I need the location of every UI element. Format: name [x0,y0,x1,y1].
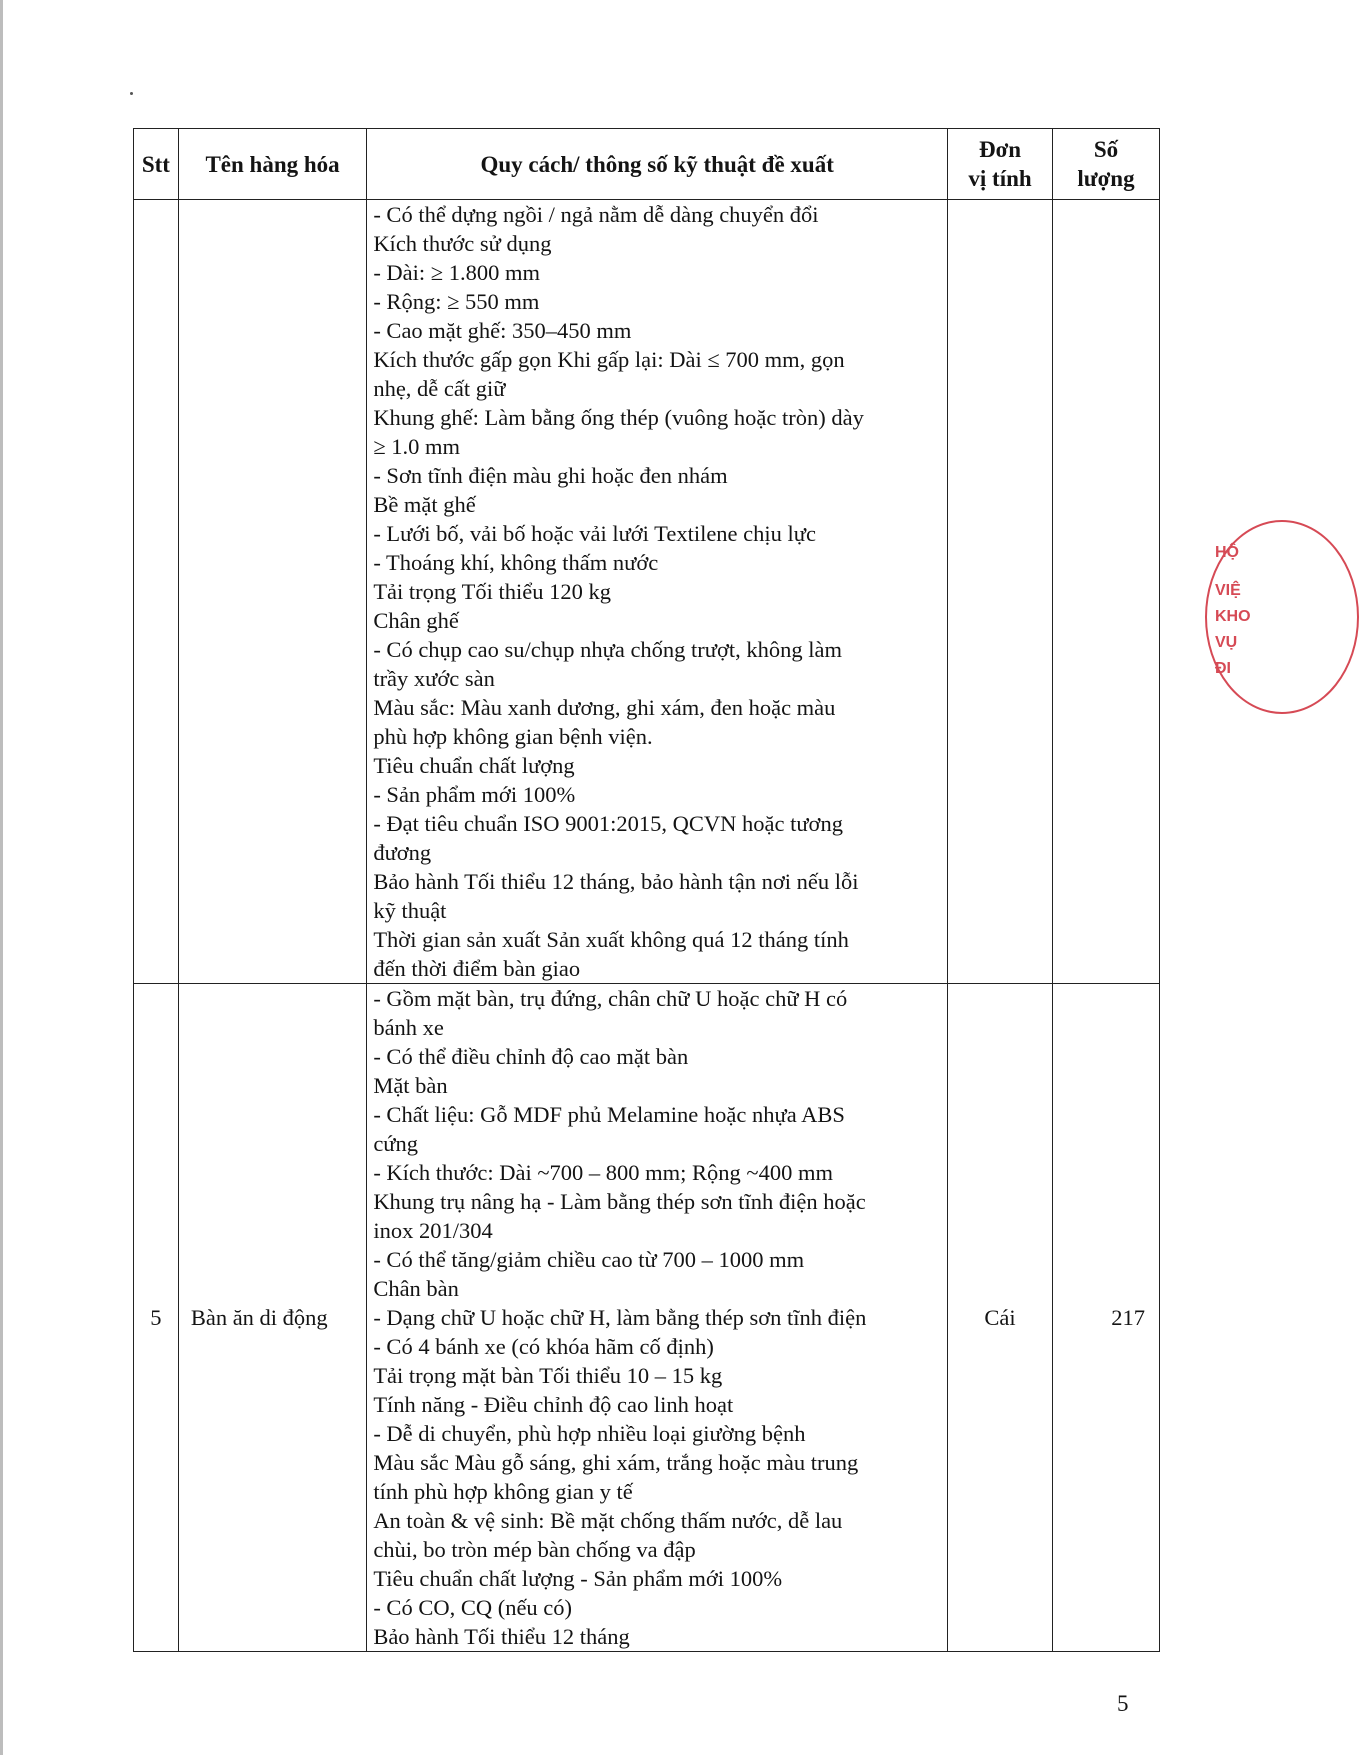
header-quantity [1053,129,1160,200]
spec-line: Khung ghế: Làm bằng ống thép (vuông hoặc tròn) dày [373,405,864,430]
cell-stt: 5 [134,984,179,1652]
spec-line: - Cao mặt ghế: 350–450 mm [373,318,632,343]
stamp-text: VIỆ [1215,582,1241,599]
cell-specification [367,984,948,1652]
header-quantity-line2: lượng [1077,166,1135,191]
header-unit-line1: Đơn [978,137,1022,162]
spec-line: cứng [373,1131,418,1156]
scan-left-edge [0,0,3,1755]
spec-line: Kích thước sử dụng [373,231,552,256]
spec-lines [373,984,941,1651]
spec-line: ≥ 1.0 mm [373,434,461,459]
header-quantity-line1: Số [1093,137,1119,162]
cell-unit: Cái [948,984,1053,1652]
spec-line: Màu sắc Màu gỗ sáng, ghi xám, trắng hoặc màu trung [373,1450,859,1475]
spec-line: inox 201/304 [373,1218,493,1243]
spec-line: - Dạng chữ U hoặc chữ H, làm bằng thép sơn tĩnh điện [373,1305,867,1330]
spec-line: kỹ thuật [373,898,447,923]
spec-line: - Có 4 bánh xe (có khóa hãm cố định) [373,1334,714,1359]
spec-line: đến thời điểm bàn giao [373,956,581,981]
spec-line: - Có CO, CQ (nếu có) [373,1595,573,1620]
cell-product-name [178,200,366,984]
stamp-text: HỘ [1215,544,1239,561]
spec-line: Kích thước gấp gọn Khi gấp lại: Dài ≤ 700 mm, gọn [373,347,845,372]
scan-speck [130,92,133,95]
spec-line: Mặt bàn [373,1073,448,1098]
cell-stt [134,200,179,984]
cell-unit [948,200,1053,984]
spec-line: Khung trụ nâng hạ - Làm bằng thép sơn tĩnh điện hoặc [373,1189,866,1214]
cell-quantity [1053,200,1160,984]
spec-line: - Chất liệu: Gỗ MDF phủ Melamine hoặc nhựa ABS [373,1102,845,1127]
spec-line: Tiêu chuẩn chất lượng [373,753,575,778]
header-unit-line2: vị tính [968,166,1032,191]
spec-line: Chân ghế [373,608,459,633]
spec-line: - Đạt tiêu chuẩn ISO 9001:2015, QCVN hoặc tương [373,811,843,836]
stamp-text: VỤ [1215,634,1238,651]
spec-line: Chân bàn [373,1276,459,1301]
spec-line: Bảo hành Tối thiểu 12 tháng, bảo hành tận nơi nếu lỗi [373,869,859,894]
spec-line: trầy xước sàn [373,666,495,691]
spec-line: phù hợp không gian bệnh viện. [373,724,653,749]
spec-line: - Gồm mặt bàn, trụ đứng, chân chữ U hoặc chữ H có [373,986,848,1011]
spec-line: - Có thể tăng/giảm chiều cao từ 700 – 1000 mm [373,1247,805,1272]
spec-line: - Sản phẩm mới 100% [373,782,576,807]
stamp-text: KHO [1215,608,1251,625]
spec-line: - Kích thước: Dài ~700 – 800 mm; Rộng ~400 mm [373,1160,833,1185]
spec-line: - Có thể điều chỉnh độ cao mặt bàn [373,1044,689,1069]
spec-line: - Dễ di chuyển, phù hợp nhiều loại giường bệnh [373,1421,806,1446]
spec-line: Thời gian sản xuất Sản xuất không quá 12 tháng tính [373,927,849,952]
spec-line: - Dài: ≥ 1.800 mm [373,260,541,285]
spec-line: đương [373,840,432,865]
spec-line: nhẹ, dễ cất giữ [373,376,506,401]
red-seal-stamp [1205,520,1251,720]
header-stt: Stt [134,129,179,200]
cell-product-name: Bàn ăn di động [178,984,366,1652]
spec-line: Tính năng - Điều chỉnh độ cao linh hoạt [373,1392,734,1417]
spec-line: Tải trọng mặt bàn Tối thiểu 10 – 15 kg [373,1363,723,1388]
spec-line: - Có chụp cao su/chụp nhựa chống trượt, không làm [373,637,843,662]
stamp-text: ĐI [1215,660,1231,677]
cell-specification [367,200,948,984]
spec-line: - Có thể dựng ngồi / ngả nằm dễ dàng chuyển đổi [373,202,819,227]
spec-line: Tải trọng Tối thiểu 120 kg [373,579,611,604]
specification-table [133,128,1160,1652]
header-specification: Quy cách/ thông số kỹ thuật đề xuất [367,129,948,200]
spec-line: tính phù hợp không gian y tế [373,1479,633,1504]
spec-line: - Sơn tĩnh điện màu ghi hoặc đen nhám [373,463,728,488]
header-unit [948,129,1053,200]
spec-line: Bề mặt ghế [373,492,476,517]
spec-line: An toàn & vệ sinh: Bề mặt chống thấm nước, dễ lau [373,1508,843,1533]
spec-line: - Rộng: ≥ 550 mm [373,289,540,314]
table-row [134,200,1160,984]
spec-line: chùi, bo tròn mép bàn chống va đập [373,1537,696,1562]
spec-line: Màu sắc: Màu xanh dương, ghi xám, đen hoặc màu [373,695,836,720]
table-row [134,984,1160,1652]
spec-lines [373,200,941,983]
table-header-row [134,129,1160,200]
header-product-name: Tên hàng hóa [178,129,366,200]
page-number: 5 [1117,1691,1129,1716]
spec-line: Bảo hành Tối thiểu 12 tháng [373,1624,630,1649]
cell-quantity: 217 [1053,984,1160,1652]
spec-line: Tiêu chuẩn chất lượng - Sản phẩm mới 100% [373,1566,783,1591]
spec-line: - Thoáng khí, không thấm nước [373,550,659,575]
spec-line: bánh xe [373,1015,444,1040]
spec-line: - Lưới bố, vải bố hoặc vải lưới Textilene chịu lực [373,521,816,546]
